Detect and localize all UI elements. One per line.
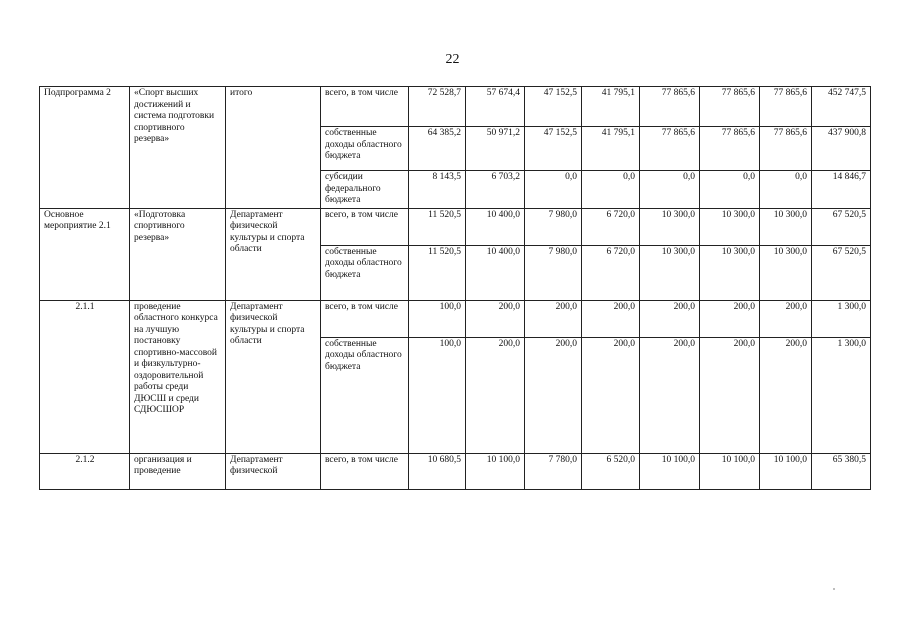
funding-source-cell: собственные доходы областного бюджета [321, 245, 409, 300]
row-code-cell: 2.1.2 [40, 453, 130, 489]
budget-table-body [40, 87, 871, 490]
year-value-cell: 6 520,0 [582, 453, 640, 489]
year-value-cell: 200,0 [582, 337, 640, 453]
row-code-cell: 2.1.1 [40, 300, 130, 453]
year-value-cell: 57 674,4 [466, 87, 525, 127]
table-row [40, 87, 871, 127]
funding-source-cell: всего, в том числе [321, 453, 409, 489]
year-value-cell: 6 720,0 [582, 245, 640, 300]
year-value-cell: 10 300,0 [700, 245, 760, 300]
year-value-cell: 41 795,1 [582, 127, 640, 171]
row-executor-cell: итого [226, 87, 321, 209]
year-value-cell: 10 300,0 [640, 245, 700, 300]
year-value-cell: 77 865,6 [640, 87, 700, 127]
year-value-cell: 0,0 [760, 171, 812, 209]
year-value-cell: 10 300,0 [760, 245, 812, 300]
year-value-cell: 7 780,0 [525, 453, 582, 489]
year-value-cell: 200,0 [700, 337, 760, 453]
year-value-cell: 200,0 [525, 337, 582, 453]
year-value-cell: 200,0 [582, 300, 640, 337]
year-value-cell: 200,0 [640, 300, 700, 337]
year-value-cell: 10 400,0 [466, 245, 525, 300]
year-value-cell: 47 152,5 [525, 127, 582, 171]
year-value-cell: 200,0 [760, 337, 812, 453]
year-value-cell: 100,0 [409, 300, 466, 337]
year-value-cell: 8 143,5 [409, 171, 466, 209]
year-value-cell: 200,0 [700, 300, 760, 337]
total-value-cell: 14 846,7 [812, 171, 871, 209]
table-row [40, 300, 871, 337]
funding-source-cell: собственные доходы областного бюджета [321, 127, 409, 171]
total-value-cell: 67 520,5 [812, 208, 871, 245]
year-value-cell: 200,0 [640, 337, 700, 453]
year-value-cell: 47 152,5 [525, 87, 582, 127]
row-executor-cell: Департамент физической культуры и спорта области [226, 300, 321, 453]
year-value-cell: 11 520,5 [409, 208, 466, 245]
page-number: 22 [445, 52, 460, 67]
year-value-cell: 77 865,6 [760, 87, 812, 127]
year-value-cell: 0,0 [582, 171, 640, 209]
year-value-cell: 6 720,0 [582, 208, 640, 245]
year-value-cell: 200,0 [466, 337, 525, 453]
year-value-cell: 0,0 [640, 171, 700, 209]
year-value-cell: 100,0 [409, 337, 466, 453]
total-value-cell: 1 300,0 [812, 300, 871, 337]
table-row [40, 453, 871, 489]
year-value-cell: 11 520,5 [409, 245, 466, 300]
year-value-cell: 77 865,6 [640, 127, 700, 171]
table-row [40, 208, 871, 245]
total-value-cell: 437 900,8 [812, 127, 871, 171]
year-value-cell: 77 865,6 [700, 127, 760, 171]
total-value-cell: 1 300,0 [812, 337, 871, 453]
row-name-cell: проведение областного конкурса на лучшую постановку спортивно-массовой и физкультурно-оздоровительной работы среди ДЮСШ и среди СДЮСШОР [130, 300, 226, 453]
year-value-cell: 10 300,0 [700, 208, 760, 245]
funding-source-cell: собственные доходы областного бюджета [321, 337, 409, 453]
year-value-cell: 10 300,0 [640, 208, 700, 245]
year-value-cell: 72 528,7 [409, 87, 466, 127]
row-executor-cell: Департамент физической [226, 453, 321, 489]
funding-source-cell: всего, в том числе [321, 300, 409, 337]
funding-source-cell: всего, в том числе [321, 208, 409, 245]
total-value-cell: 452 747,5 [812, 87, 871, 127]
total-value-cell: 67 520,5 [812, 245, 871, 300]
year-value-cell: 200,0 [466, 300, 525, 337]
year-value-cell: 200,0 [525, 300, 582, 337]
year-value-cell: 10 400,0 [466, 208, 525, 245]
row-name-cell: «Спорт высших достижений и система подготовки спортивного резерва» [130, 87, 226, 209]
year-value-cell: 10 100,0 [640, 453, 700, 489]
year-value-cell: 0,0 [700, 171, 760, 209]
year-value-cell: 41 795,1 [582, 87, 640, 127]
row-code-cell: Подпрограмма 2 [40, 87, 130, 209]
row-executor-cell: Департамент физической культуры и спорта области [226, 208, 321, 300]
year-value-cell: 10 100,0 [466, 453, 525, 489]
year-value-cell: 10 300,0 [760, 208, 812, 245]
year-value-cell: 10 100,0 [760, 453, 812, 489]
year-value-cell: 77 865,6 [760, 127, 812, 171]
year-value-cell: 50 971,2 [466, 127, 525, 171]
funding-source-cell: субсидии федерального бюджета [321, 171, 409, 209]
year-value-cell: 10 100,0 [700, 453, 760, 489]
row-name-cell: «Подготовка спортивного резерва» [130, 208, 226, 300]
year-value-cell: 200,0 [760, 300, 812, 337]
year-value-cell: 77 865,6 [700, 87, 760, 127]
budget-table [39, 86, 871, 490]
scan-speck [833, 588, 835, 590]
total-value-cell: 65 380,5 [812, 453, 871, 489]
row-code-cell: Основное мероприятие 2.1 [40, 208, 130, 300]
year-value-cell: 64 385,2 [409, 127, 466, 171]
year-value-cell: 7 980,0 [525, 245, 582, 300]
year-value-cell: 7 980,0 [525, 208, 582, 245]
row-name-cell: организация и проведение [130, 453, 226, 489]
year-value-cell: 0,0 [525, 171, 582, 209]
funding-source-cell: всего, в том числе [321, 87, 409, 127]
year-value-cell: 10 680,5 [409, 453, 466, 489]
year-value-cell: 6 703,2 [466, 171, 525, 209]
